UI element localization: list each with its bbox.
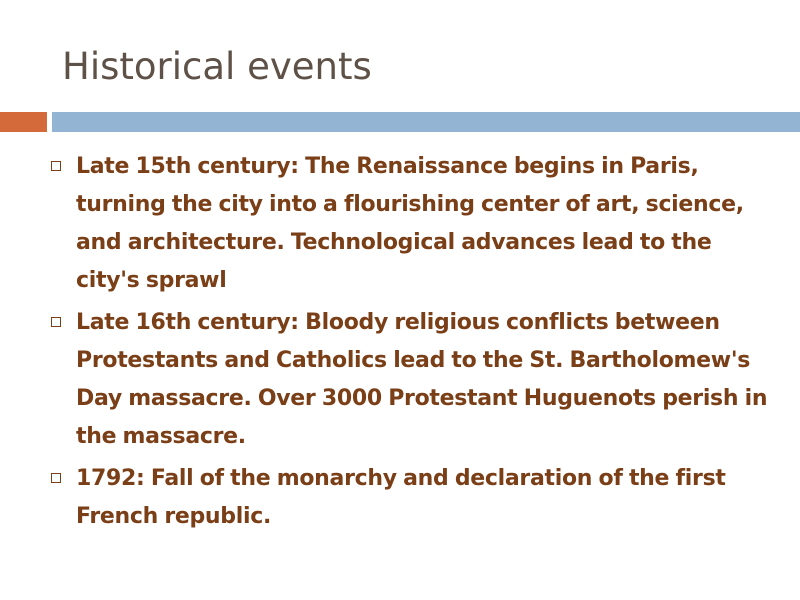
bullet-text: Late 15th century: The Renaissance begins in Paris, turning the city into a flourishing center of art, science, and architecture. Technological advances lead to the city's sprawl bbox=[76, 154, 744, 293]
square-bullet-icon bbox=[51, 473, 61, 483]
bullet-text: Late 16th century: Bloody religious conflicts between Protestants and Catholics lead to the St. Bartholomew's Day massacre. Over 3000 Protestant Huguenots perish in the massacre. bbox=[76, 310, 768, 449]
title-divider-bar bbox=[52, 112, 800, 132]
bullet-item bbox=[48, 460, 778, 536]
slide-title: Historical events bbox=[62, 45, 372, 88]
square-bullet-icon bbox=[51, 317, 61, 327]
bullet-item bbox=[48, 304, 778, 456]
bullet-item bbox=[48, 148, 778, 300]
square-bullet-icon bbox=[51, 161, 61, 171]
title-accent-bar bbox=[0, 112, 47, 132]
bullet-text: 1792: Fall of the monarchy and declaration of the first French republic. bbox=[76, 466, 726, 529]
bullet-list bbox=[48, 148, 778, 540]
